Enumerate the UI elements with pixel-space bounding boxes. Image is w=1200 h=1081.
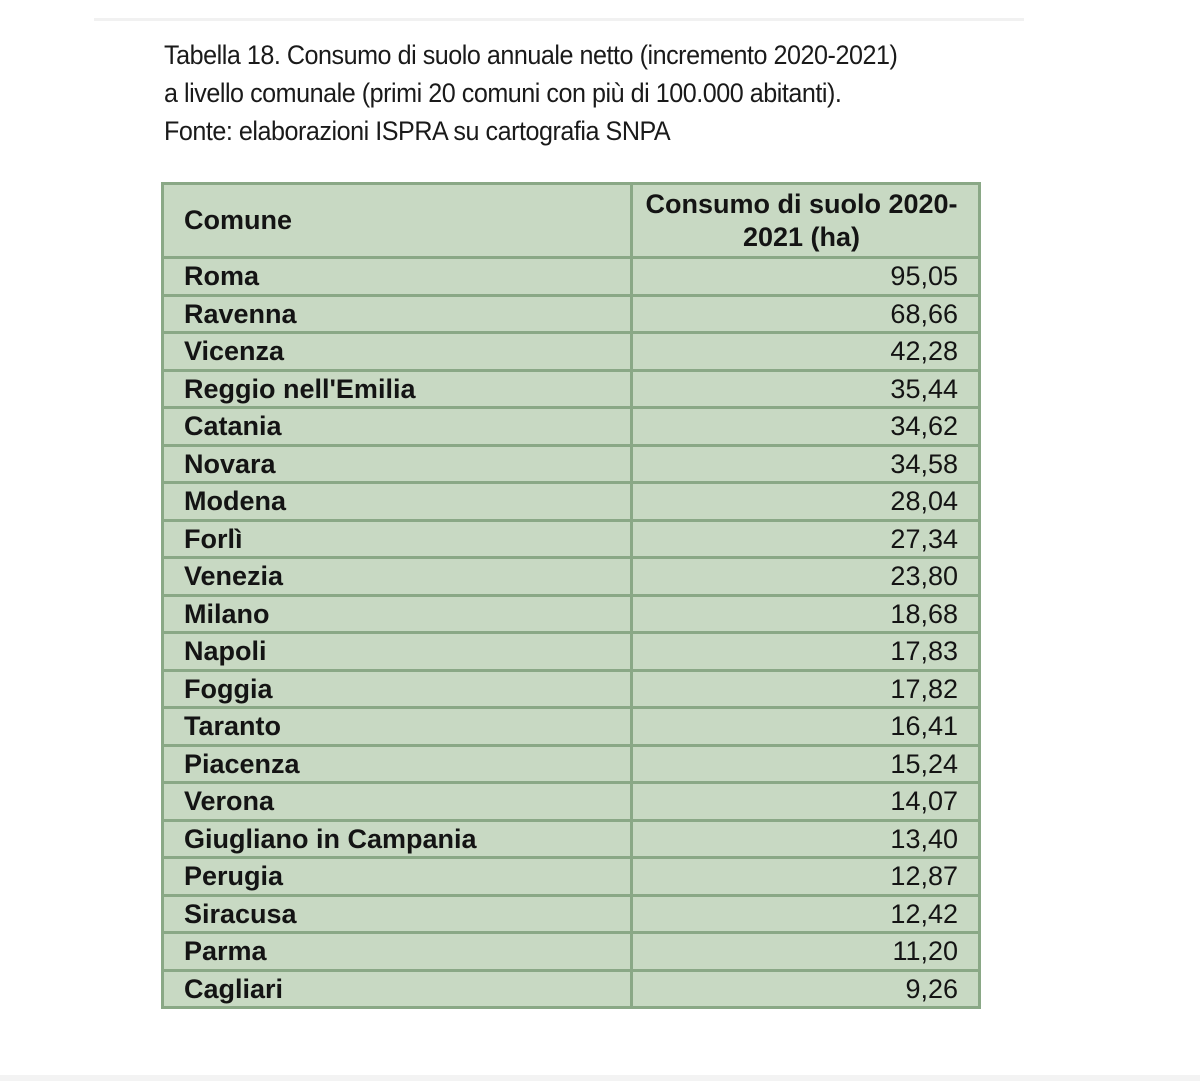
cell-comune: Venezia (163, 558, 632, 596)
cell-comune: Piacenza (163, 745, 632, 783)
header-consumo-line-2: 2021 (ha) (742, 221, 861, 252)
cell-comune: Taranto (163, 708, 632, 746)
header-consumo (632, 184, 980, 258)
header-comune: Comune (163, 184, 632, 258)
cell-consumo-value: 17,82 (632, 670, 980, 708)
cell-consumo-value: 34,58 (632, 445, 980, 483)
table-row (163, 558, 980, 596)
cell-consumo-value: 15,24 (632, 745, 980, 783)
cell-comune: Novara (163, 445, 632, 483)
cell-consumo-value: 28,04 (632, 483, 980, 521)
caption-line-2: a livello comunale (primi 20 comuni con più di 100.000 abitanti). (164, 78, 842, 108)
table-row (163, 370, 980, 408)
top-divider (94, 18, 1024, 21)
table-row (163, 970, 980, 1008)
cell-comune: Roma (163, 258, 632, 296)
header-consumo-line-1: Consumo di suolo 2020- (645, 188, 958, 219)
cell-comune: Vicenza (163, 333, 632, 371)
cell-consumo-value: 17,83 (632, 633, 980, 671)
table-row (163, 483, 980, 521)
cell-comune: Catania (163, 408, 632, 446)
cell-consumo-value: 13,40 (632, 820, 980, 858)
cell-comune: Giugliano in Campania (163, 820, 632, 858)
table-row (163, 633, 980, 671)
cell-consumo-value: 68,66 (632, 295, 980, 333)
cell-consumo-value: 12,42 (632, 895, 980, 933)
table-row (163, 708, 980, 746)
cell-consumo-value: 16,41 (632, 708, 980, 746)
cell-consumo-value: 34,62 (632, 408, 980, 446)
cell-consumo-value: 12,87 (632, 858, 980, 896)
cell-comune: Perugia (163, 858, 632, 896)
cell-comune: Milano (163, 595, 632, 633)
cell-consumo-value: 18,68 (632, 595, 980, 633)
cell-comune: Napoli (163, 633, 632, 671)
cell-consumo-value: 95,05 (632, 258, 980, 296)
table-body (163, 258, 980, 1008)
cell-comune: Siracusa (163, 895, 632, 933)
table-row (163, 258, 980, 296)
table-row (163, 670, 980, 708)
caption-line-3: Fonte: elaborazioni ISPRA su cartografia SNPA (164, 116, 671, 146)
cell-consumo-value: 23,80 (632, 558, 980, 596)
cell-comune: Parma (163, 933, 632, 971)
cell-comune: Verona (163, 783, 632, 821)
cell-consumo-value: 42,28 (632, 333, 980, 371)
cell-comune: Modena (163, 483, 632, 521)
table-row (163, 445, 980, 483)
table-row (163, 783, 980, 821)
cell-comune: Cagliari (163, 970, 632, 1008)
cell-comune: Reggio nell'Emilia (163, 370, 632, 408)
table-header-row (163, 184, 980, 258)
land-consumption-table (161, 182, 981, 1009)
table-row (163, 333, 980, 371)
table-row (163, 408, 980, 446)
table-row (163, 820, 980, 858)
caption-line-1: Tabella 18. Consumo di suolo annuale netto (incremento 2020-2021) (164, 40, 898, 70)
cell-comune: Foggia (163, 670, 632, 708)
table-row (163, 895, 980, 933)
cell-consumo-value: 35,44 (632, 370, 980, 408)
table-row (163, 295, 980, 333)
cell-comune: Forlì (163, 520, 632, 558)
table-row (163, 520, 980, 558)
bottom-edge (0, 1075, 1200, 1081)
cell-consumo-value: 27,34 (632, 520, 980, 558)
cell-consumo-value: 11,20 (632, 933, 980, 971)
table-caption (164, 36, 1001, 150)
cell-consumo-value: 9,26 (632, 970, 980, 1008)
cell-consumo-value: 14,07 (632, 783, 980, 821)
cell-comune: Ravenna (163, 295, 632, 333)
table-row (163, 933, 980, 971)
table-row (163, 595, 980, 633)
table-row (163, 858, 980, 896)
table-row (163, 745, 980, 783)
